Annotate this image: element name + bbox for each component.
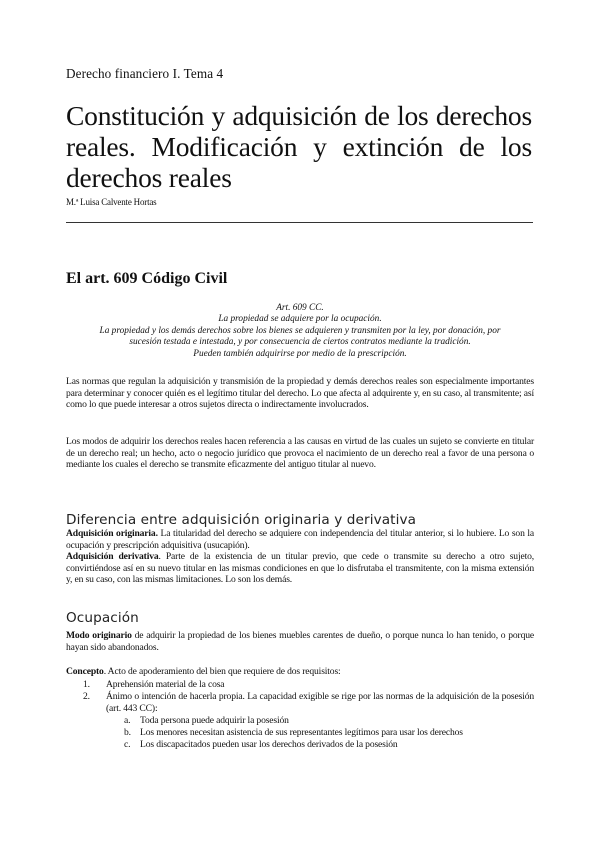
quote-line: sucesión testada e intestada, y por consecuencia de ciertos contratos mediante la tradición. — [129, 337, 471, 348]
term-label: Adquisición derivativa — [66, 551, 159, 562]
quote-line: Art. 609 CC. — [276, 303, 324, 313]
term-label: Adquisición originaria. — [66, 528, 158, 539]
title-divider — [66, 222, 533, 223]
quote-line: La propiedad se adquiere por la ocupación. — [218, 314, 382, 325]
paragraph: Los modos de adquirir los derechos reales hacen referencia a las causas en virtud de las cuales un sujeto se convierte en titular de un derecho real; un hecho, acto o negocio jurídico que provoca el nacimiento de un derecho real a favor de una persona o mediante los cuales el derecho se transmite eficazmente del antiguo titular al nuevo. — [66, 436, 534, 471]
term-text: La titularidad del derecho se adquiere con independencia del titular anterior, si lo hubiere. Lo son la ocupación y prescripción adquisitiva (usucapión). — [66, 528, 534, 551]
sub-list-text: Los discapacitados pueden usar los derechos derivados de la posesión — [140, 739, 398, 750]
sub-list-item — [66, 727, 534, 739]
list-item — [66, 679, 534, 691]
author-name: M.ª Luisa Calvente Hortas — [66, 197, 157, 207]
term-text: . Parte de la existencia de un titular previo, que cede o transmite su derecho a otro sujeto, convirtiéndose así en su nuevo titular en las mismas condiciones en que lo disfrutaba el transmitente, con la misma extensión y, en su caso, con las mismas limitaciones. Lo son los demás. — [66, 551, 534, 586]
sub-list-text: Los menores necesitan asistencia de sus representantes legítimos para usar los derechos — [140, 727, 463, 738]
section-heading-diferencia: Diferencia entre adquisición originaria y derivativa — [66, 512, 417, 528]
sub-list-item — [66, 739, 534, 751]
term-label: Modo originario — [66, 630, 132, 641]
term-label: Concepto — [66, 666, 104, 677]
term-text: de adquirir la propiedad de los bienes muebles carentes de dueño, o porque nunca lo han tenido, o porque hayan sido abandonados. — [66, 630, 535, 653]
list-number: 1. — [83, 679, 90, 690]
definition-derivativa — [66, 551, 534, 586]
article-quote — [66, 303, 534, 360]
quote-line: La propiedad y los demás derechos sobre los bienes se adquieren y transmiten por la ley, por donación, por — [99, 325, 501, 336]
definition-modo — [66, 630, 534, 653]
term-text: . Acto de apoderamiento del bien que requiere de dos requisitos: — [103, 666, 341, 677]
definition-concepto — [66, 666, 534, 678]
paragraph: Las normas que regulan la adquisición y transmisión de la propiedad y demás derechos reales son especialmente importantes para determinar y conocer quién es el legítimo titular del derecho. Lo que afecta al adquirente y, en su caso, al transmitente; así como lo que puede interesar a otros sujetos directa o indirectamente involucrados. — [66, 376, 535, 411]
sub-list-letter: a. — [124, 715, 131, 726]
list-item — [66, 691, 534, 714]
sub-list-item — [66, 715, 534, 727]
course-label: Derecho financiero I. Tema 4 — [66, 66, 224, 81]
section-heading-ocupacion: Ocupación — [66, 610, 139, 626]
list-text: Ánimo o intención de hacerla propia. La capacidad exigible se rige por las normas de la adquisición de la posesión (art. 443 CC): — [106, 691, 534, 714]
document-title: Constitución y adquisición de los derechos reales. Modificación y extinción de los derechos reales — [66, 100, 532, 193]
sub-list-text: Toda persona puede adquirir la posesión — [140, 715, 289, 726]
definition-originaria — [66, 528, 534, 551]
sub-list-letter: c. — [124, 739, 131, 750]
sub-list-letter: b. — [124, 727, 131, 738]
quote-line: Pueden también adquirirse por medio de la prescripción. — [193, 348, 407, 359]
list-number: 2. — [83, 691, 90, 702]
list-text: Aprehensión material de la cosa — [106, 679, 225, 690]
section-heading-art609: El art. 609 Código Civil — [66, 270, 228, 287]
